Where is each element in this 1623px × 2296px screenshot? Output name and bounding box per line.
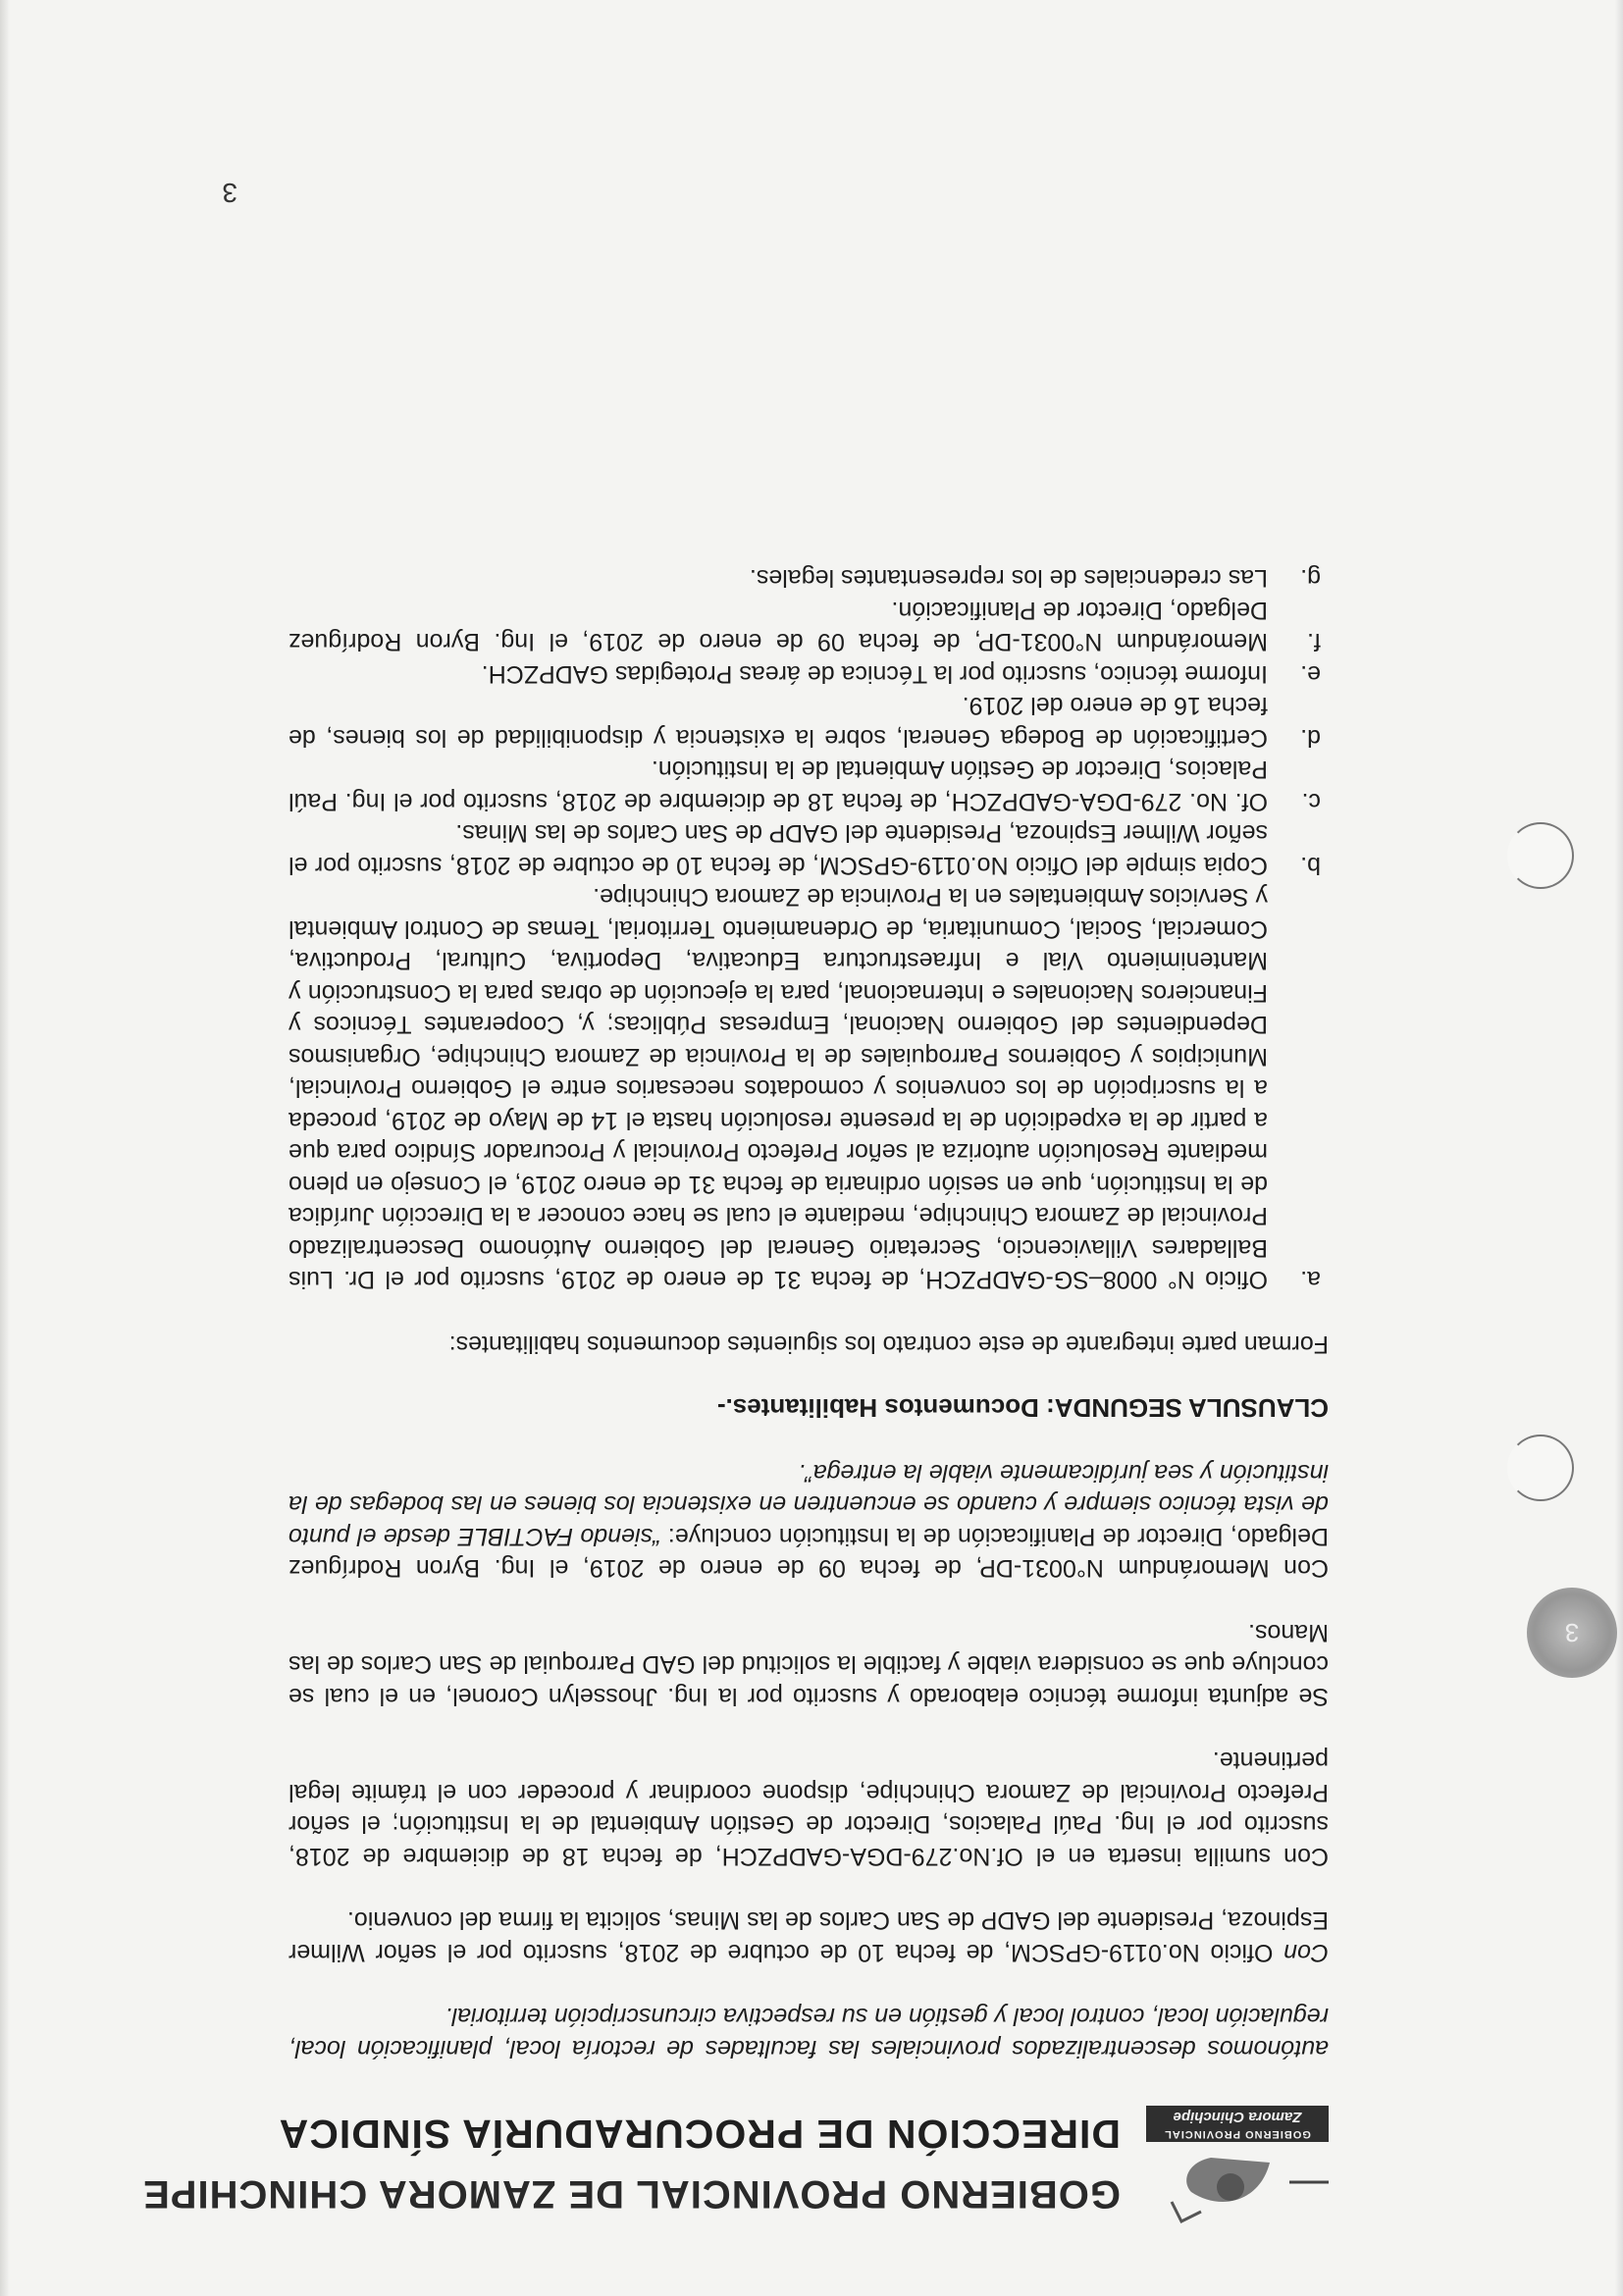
page-number: 3: [222, 178, 237, 208]
letterhead: [142, 2082, 1329, 2259]
list-letter: g.: [1300, 564, 1321, 593]
list-text: Las credenciales de los representantes legales.: [749, 564, 1268, 593]
logo: [1146, 2109, 1329, 2231]
department-name: DIRECCIÓN DE PROCURADURÍA SÍNDICA: [278, 2112, 1121, 2157]
logo-line1: GOBIERNO PROVINCIAL: [1146, 2126, 1329, 2142]
list-item: [288, 754, 1329, 817]
clause-intro: Forman parte integrante de este contrato los siguientes documentos habilitantes:: [448, 1331, 1329, 1358]
list-item: [288, 595, 1329, 658]
list-text: Copia simple del Oficio No.0119-GPSCM, de fecha 10 de octubre de 2018, suscrito por el señor Wilmer Espinoza, Presidente del GADP de San Carlos de las Minas.: [288, 819, 1268, 879]
paragraph-memorandum: [288, 1457, 1329, 1585]
list-letter: d.: [1300, 724, 1321, 752]
list-letter: a.: [1300, 1266, 1321, 1294]
list-item: [288, 881, 1329, 1296]
list-text: Oficio N° 0008–SG-GADPZCH, de fecha 31 de enero de 2019, suscrito por el Dr. Luis Balladares Villavicencio, Secretario General del Gobierno Autónomo Descentralizado Provincial de Zamora Chinchipe, mediante el cual se hace conocer a la Dirección Jurídica de la Institución, que en sesión ordinaria de fecha 31 de enero 2019, el Consejo en pleno mediante Resolución autoriza al señor Prefecto Provincial y Procurador Síndico para que a partir de la expedición de la presente resolución hasta el 14 de Mayo de 2019, proceda a la suscripción de los convenios y comodatos necesarios entre el Gobierno Provincial, Municipios y Gobiernos Parroquiales de la Provincia de Zamora Chinchipe, Organismos Dependientes del Gobierno Nacional, Empresas Públicas; y, Cooperantes Técnicos y Financieros Nacionales e Internacional, para la ejecución de obras para la Construcción y Mantenimiento Vial e Infraestructura Educativa, Deportiva, Cultural, Productiva, Comercial, Social, Comunitaria, de Ordenamiento Territorial, Temas de Control Ambiental y Servicios Ambientales en la Provincia de Zamora Chinchipe.: [288, 883, 1268, 1294]
list-letter: c.: [1301, 788, 1321, 815]
list-text: Memorándum N°0031-DP, de fecha 09 de enero de 2019, el Ing. Byron Rodríguez Delgado, Director de Planificación.: [288, 597, 1268, 656]
list-item: [288, 690, 1329, 754]
list-letter: b.: [1300, 852, 1321, 879]
memorandum-text: Con Memorándum N°0031-DP, de fecha 09 de enero de 2019, el Ing. Byron Rodríguez Delgado, Director de Planificación de la Institución concluye:: [288, 1523, 1329, 1583]
logo-line2: Zamora Chinchipe: [1146, 2106, 1329, 2126]
emblem-icon: [1146, 2147, 1329, 2231]
paragraph-sumilla: Con sumilla inserta en el Of.No.279-DGA-GADPZCH, de fecha 18 de diciembre de 2018, suscrito por el Ing. Paúl Palacios, Director de Gestión Ambiental de la Institución; el señor Prefecto Provincial de Zamora Chinchipe, dispone coordinar y proceder con el trámite legal pertinente.: [288, 1747, 1329, 1870]
clause-title: CLAUSULA SEGUNDA: Documentos Habilitantes.-: [716, 1393, 1329, 1424]
intro-paragraph: autónomos descentralizados provinciales las facultades de rectoría local, planificación local, regulación local, control local y gestión en su respectiva circunscripción territorial.: [288, 2003, 1329, 2062]
paragraph-oficio: [288, 1905, 1329, 1968]
memorandum-quote: “siendo FACTIBLE desde el punto de vista técnico siempre y cuando se encuentren en existencia los bienes en las bodegas de la institución y sea jurídicamente viable la entrega”.: [288, 1459, 1329, 1550]
list-text: Certificación de Bodega General, sobre la existencia y disponibilidad de los bienes, de fecha 16 de enero del 2019.: [288, 692, 1268, 752]
organization-name: GOBIERNO PROVINCIAL DE ZAMORA CHINCHIPE: [142, 2172, 1121, 2216]
paragraph-oficio-lead: Con: [1283, 1939, 1329, 1966]
list-item: [288, 817, 1329, 881]
paragraph-oficio-body: Oficio No.0119-GPSCM, de fecha 10 de octubre de 2018, suscrito por el señor Wilmer Espinoza, Presidente del GADP de San Carlos de las Minas, solicita la firma del convenio.: [288, 1906, 1329, 1966]
list-letter: e.: [1300, 660, 1321, 688]
list-text: Informe técnico, suscrito por la Técnica de áreas Protegidas GADPZCH.: [481, 660, 1268, 688]
page-content: [142, 178, 1329, 2259]
list-letter: f.: [1307, 628, 1321, 656]
paragraph-informe: Se adjunta informe técnico elaborado y suscrito por la Ing. Jhosselyn Coronel, en el cual se concluye que se considera viable y factible la solicitud del GAD Parroquial de San Carlos de las Manos.: [288, 1619, 1329, 1710]
list-text: Of. No. 279-DGA-GADPZCH, de fecha 18 de diciembre de 2018, suscrito por el Ing. Paúl Palacios, Director de Gestión Ambiental de la Institución.: [288, 756, 1268, 815]
list-item: [288, 658, 1329, 691]
stamp-number: 3: [1564, 1618, 1580, 1647]
list-item: [288, 562, 1329, 595]
